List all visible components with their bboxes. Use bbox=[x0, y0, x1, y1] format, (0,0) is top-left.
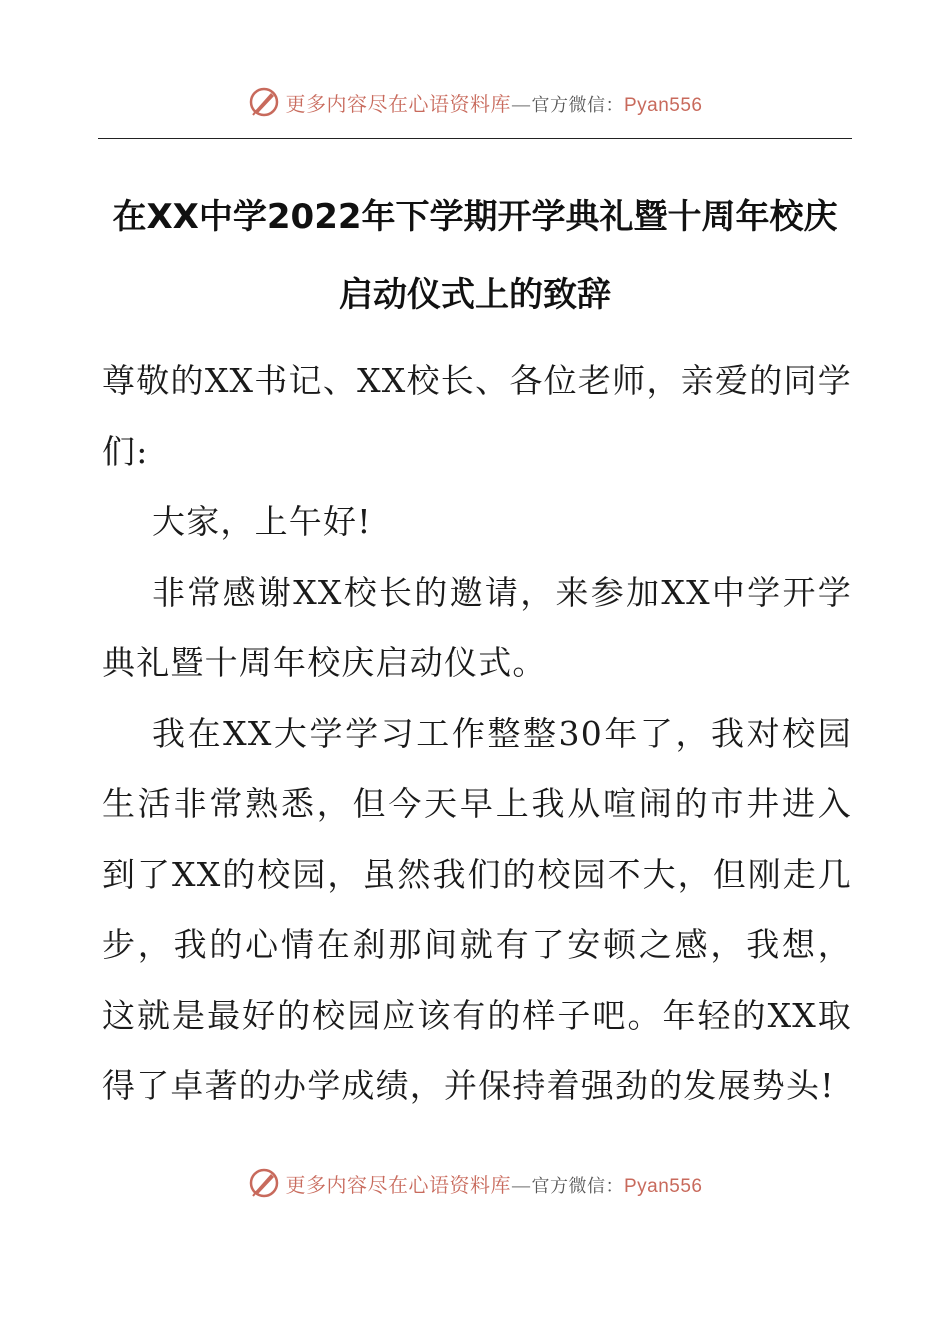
watermark-label: 官方微信： bbox=[531, 94, 624, 116]
header-divider bbox=[98, 138, 852, 139]
title-line-1: 在XX中学2022年下学期开学典礼暨十周年校庆 bbox=[112, 197, 838, 237]
paragraph-1: 非常感谢XX校长的邀请，来参加XX中学开学典礼暨十周年校庆启动仪式。 bbox=[102, 572, 852, 682]
watermark-id: Pyan556 bbox=[623, 1175, 703, 1197]
document-title bbox=[90, 178, 860, 334]
document-body bbox=[102, 346, 852, 1122]
pen-quill-logo-icon bbox=[247, 85, 281, 119]
watermark-dash: — bbox=[510, 91, 532, 116]
title-line-2: 启动仪式上的致辞 bbox=[339, 275, 611, 315]
header-watermark bbox=[0, 82, 950, 122]
paragraph-2: 我在XX大学学习工作整整30年了，我对校园生活非常熟悉，但今天早上我从喧闹的市井进入到了XX的校园，虽然我们的校园不大，但刚走几步，我的心情在刹那间就有了安顿之感，我想，这就是最好的校园应该有的样子吧。年轻的XX取得了卓著的办学成绩，并保持着强劲的发展势头! bbox=[102, 713, 852, 1105]
watermark-dash: — bbox=[510, 1172, 532, 1197]
footer-watermark bbox=[0, 1163, 950, 1203]
watermark-id: Pyan556 bbox=[623, 94, 703, 116]
watermark-brand: 更多内容尽在心语资料库 bbox=[285, 91, 511, 116]
watermark-label: 官方微信： bbox=[531, 1175, 624, 1197]
salutation: 尊敬的XX书记、XX校长、各位老师，亲爱的同学们: bbox=[102, 361, 852, 471]
greeting: 大家，上午好! bbox=[152, 502, 372, 541]
pen-quill-logo-icon bbox=[247, 1166, 281, 1200]
watermark-brand: 更多内容尽在心语资料库 bbox=[285, 1172, 511, 1197]
